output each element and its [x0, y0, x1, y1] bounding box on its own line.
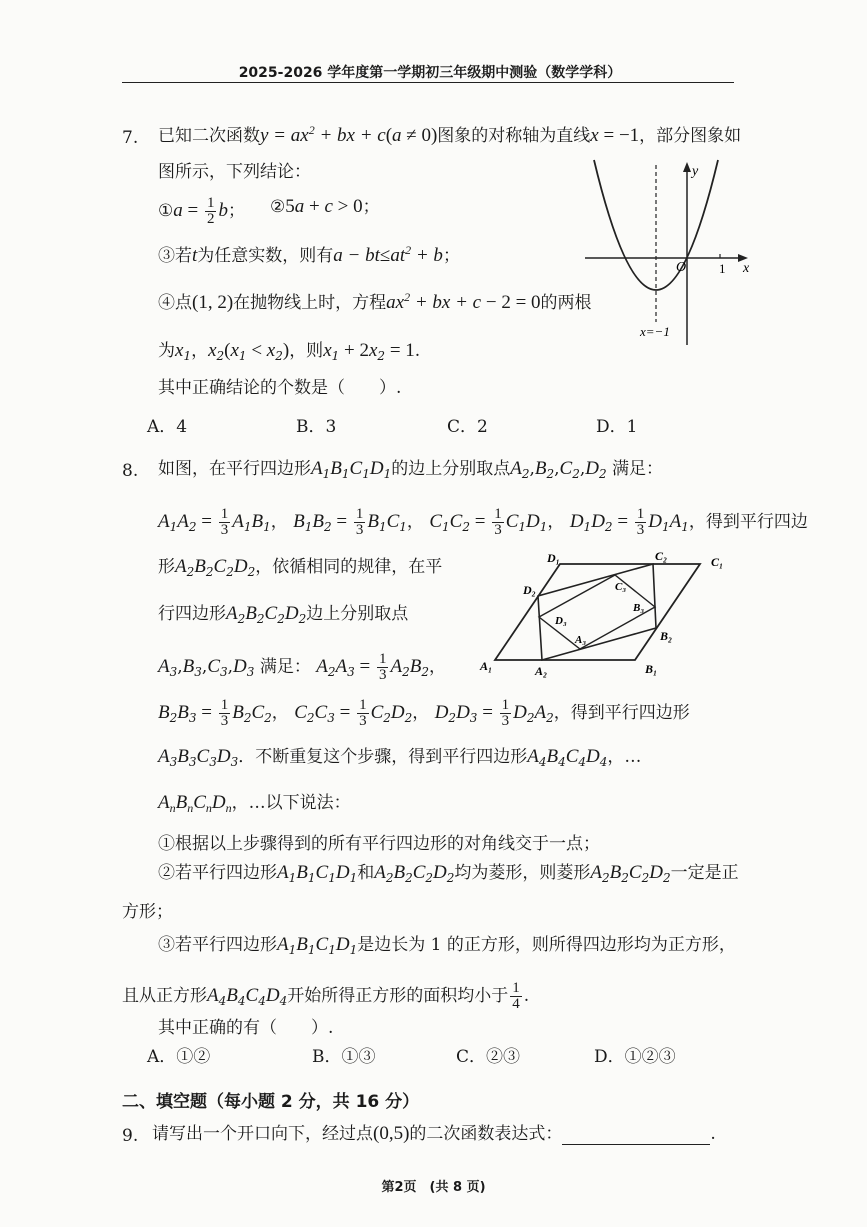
- label-D1: D₁: [547, 551, 560, 565]
- section-2-title: 二、填空题（每小题 2 分，共 16 分）: [122, 1092, 420, 1112]
- q8-statement-3: ③若平行四边形$A_1B_1C_1D_1$是边长为 1 的正方形，则所得四边形均为正方形，: [158, 934, 736, 957]
- q8-line3: 形$A_2B_2C_2D_2$，依循相同的规律，在平: [158, 556, 443, 579]
- q9-text: 请写出一个开口向下，经过点(0,5)的二次函数表达式： .: [152, 1123, 716, 1144]
- q8-option-c[interactable]: C．②③: [456, 1047, 521, 1067]
- q8-option-a[interactable]: A．①②: [147, 1047, 211, 1067]
- header-rule: [122, 82, 734, 83]
- y-axis-label: y: [692, 164, 699, 179]
- q9-answer-blank[interactable]: [562, 1126, 710, 1145]
- q8-line2: $A_1A_2$ = $\frac{1}{3}$ $A_1B_1$， $B_1B_2$ = $\frac{1}{3}$ $B_1C_1$， $C_1C_2$ = $\frac{1}{3}$ $C_1D_1$， $D_1D_2$ = $\frac{1}{3}$ $D_1A_1$，得到平行四边: [158, 506, 808, 538]
- q8-number: 8.: [122, 461, 139, 481]
- q8-line7: $A_3B_3C_3D_3$．不断重复这个步骤，得到平行四边形$A_4B_4C_4D_4$，…: [158, 746, 642, 769]
- tick-1-label: 1: [719, 261, 726, 276]
- q8-line1: 如图，在平行四边形$A_1B_1C_1D_1$的边上分别取点$A_2,B_2,C_2,D_2$ 满足：: [158, 458, 664, 481]
- label-B1: B₁: [645, 662, 658, 676]
- q7-conclusion-4-cont: 为$x_1$，$x_2(x_1 < x_2)$，则$x_1 + 2x_2 = 1$.: [158, 340, 421, 363]
- q7-conclusion-1: ①a = $\frac{1}{2}$ b；: [158, 195, 245, 227]
- q8-option-d[interactable]: D．①②③: [594, 1047, 676, 1067]
- symmetry-axis-label: x=−1: [640, 324, 670, 339]
- origin-label: O: [676, 260, 687, 275]
- label-D3: D₃: [555, 615, 567, 627]
- page-header: 2025-2026 学年度第一学期初三年级期中测验（数学学科）: [238, 65, 622, 81]
- q8-statement-2: ②若平行四边形$A_1B_1C_1D_1$和$A_2B_2C_2D_2$均为菱形，则菱形$A_2B_2C_2D_2$一定是正: [158, 862, 739, 885]
- label-C3: C₃: [615, 581, 627, 593]
- q8-option-b[interactable]: B．①③: [312, 1047, 376, 1067]
- label-A2: A₂: [535, 664, 548, 678]
- label-A3: A₃: [575, 634, 587, 646]
- q7-option-c[interactable]: C．2: [447, 417, 488, 437]
- q8-line6: $B_2B_3$ = $\frac{1}{3}$ $B_2C_2$， $C_2C_3$ = $\frac{1}{3}$ $C_2D_2$， $D_2D_3$ = $\frac{1}{3}$ $D_2A_2$，得到平行四边形: [158, 697, 690, 729]
- q7-stem-line1: 已知二次函数$y = ax^2$ + bx + c(a ≠ 0)图象的对称轴为直线x = −1，部分图象如: [158, 123, 742, 146]
- label-B3: B₃: [633, 602, 645, 614]
- q7-number: 7.: [122, 128, 139, 148]
- q7-option-b[interactable]: B．3: [296, 417, 337, 437]
- q8-line8: $A_nB_nC_nD_n$，…以下说法：: [158, 792, 351, 815]
- y-axis-arrow: [683, 162, 691, 172]
- q7-parabola-graph: [580, 150, 755, 350]
- q7-conclusion-4: ④点(1, 2)在抛物线上时，方程$ax^2$ + bx + c − 2 = 0的两根: [158, 290, 592, 313]
- label-B2: B₂: [660, 629, 673, 643]
- q8-statement-1: ①根据以上步骤得到的所有平行四边形的对角线交于一点；: [158, 834, 600, 854]
- label-A1: A₁: [480, 659, 493, 673]
- q7-conclusion-3: ③若t为任意实数，则有$a - bt\le at^2 + b$；: [158, 243, 460, 266]
- q8-parallelogram-figure: [475, 548, 735, 678]
- x-axis-label: x: [743, 261, 750, 276]
- q7-ask: 其中正确结论的个数是（ ）.: [158, 378, 402, 398]
- q7-conclusion-2: ②5a + c > 0；: [270, 196, 380, 217]
- q8-line5: $A_3,B_3,C_3,D_3$ 满足： $A_2A_3$ = $\frac{1}{3}$ $A_2B_2$，: [158, 651, 446, 683]
- parallelogram-1: [495, 564, 700, 660]
- q8-statement-2-cont: 方形；: [122, 902, 173, 922]
- label-D2: D₂: [523, 583, 536, 597]
- q8-ask: 其中正确的有（ ）.: [158, 1018, 334, 1038]
- label-C1: C₁: [711, 555, 724, 569]
- q7-option-a[interactable]: A．4: [147, 417, 188, 437]
- q7-option-d[interactable]: D．1: [596, 417, 638, 437]
- q7-stem-line2: 图所示，下列结论：: [158, 162, 311, 182]
- q8-statement-3-cont: 且从正方形$A_4B_4C_4D_4$开始所得正方形的面积均小于 $\frac{1}{4}$ .: [122, 980, 530, 1012]
- page-footer: 第2页 (共 8 页): [381, 1180, 486, 1195]
- q9-number: 9.: [122, 1126, 139, 1146]
- q8-line4: 行四边形$A_2B_2C_2D_2$边上分别取点: [158, 603, 409, 626]
- label-C2: C₂: [655, 549, 668, 563]
